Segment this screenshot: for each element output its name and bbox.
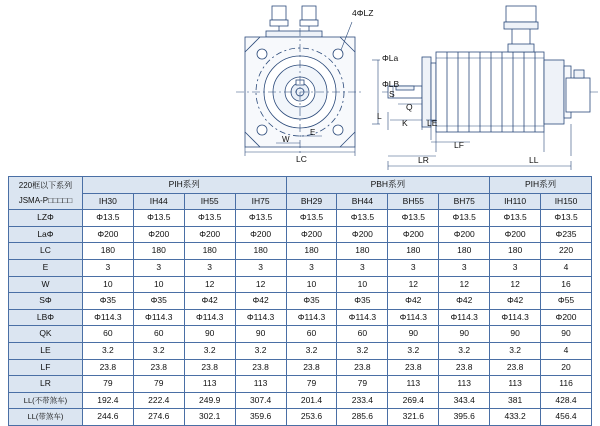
cell-lr-ih55: 113 [184,376,235,393]
table-row [9,226,592,243]
row-label-ll-no-brake: LL(不带煞车) [9,392,83,409]
cell-qk-bh29: 60 [286,326,337,343]
cell-ll-nb-ih44: 222.4 [133,392,184,409]
cell-qk-ih55: 90 [184,326,235,343]
cell-lr-bh29: 79 [286,376,337,393]
cell-la-bh29: Φ200 [286,226,337,243]
cell-la-bh75: Φ200 [439,226,490,243]
cell-w-bh44: 10 [337,276,388,293]
row-label-w: W [9,276,83,293]
cell-lf-bh44: 23.8 [337,359,388,376]
cell-lz-ih110: Φ13.5 [490,210,541,227]
cell-ll-nb-bh29: 201.4 [286,392,337,409]
cell-s-ih55: Φ42 [184,293,235,310]
cell-la-ih44: Φ200 [133,226,184,243]
label-lr: LR [418,155,429,165]
row-label-la: LaΦ [9,226,83,243]
cell-w-ih75: 12 [235,276,286,293]
cell-ll-nb-bh75: 343.4 [439,392,490,409]
cell-lb-ih110: Φ114.3 [490,309,541,326]
cell-lc-bh29: 180 [286,243,337,260]
cell-s-ih44: Φ35 [133,293,184,310]
series-title-line2: JSMA-P□□□□□ [18,196,73,206]
cell-w-bh55: 12 [388,276,439,293]
cell-w-bh75: 12 [439,276,490,293]
label-l: L [377,111,382,121]
cell-ll-b-ih150: 456.4 [541,409,592,426]
cell-e-bh75: 3 [439,259,490,276]
cell-lb-bh29: Φ114.3 [286,309,337,326]
table-row [9,342,592,359]
label-lf: LF [454,140,464,150]
cell-la-ih150: Φ235 [541,226,592,243]
label-4phi-lz: 4ΦLZ [352,8,374,18]
cell-ll-b-bh75: 395.6 [439,409,490,426]
cell-la-ih30: Φ200 [82,226,133,243]
cell-ll-b-ih30: 244.6 [82,409,133,426]
table-row [9,309,592,326]
cell-ll-b-ih55: 302.1 [184,409,235,426]
table-row [9,359,592,376]
cell-le-ih30: 3.2 [82,342,133,359]
cell-le-ih150: 4 [541,342,592,359]
specification-table-wrapper [8,176,592,426]
cell-lf-ih110: 23.8 [490,359,541,376]
cell-lf-ih44: 23.8 [133,359,184,376]
cell-la-bh44: Φ200 [337,226,388,243]
cell-le-ih44: 3.2 [133,342,184,359]
row-label-lr: LR [9,376,83,393]
cell-lf-bh29: 23.8 [286,359,337,376]
cell-lz-ih55: Φ13.5 [184,210,235,227]
table-row [9,376,592,393]
row-label-ll-brake: LL(带煞车) [9,409,83,426]
table-column-header-row [9,193,592,210]
cell-e-bh44: 3 [337,259,388,276]
cell-lz-ih44: Φ13.5 [133,210,184,227]
cell-la-ih110: Φ200 [490,226,541,243]
cell-lz-bh44: Φ13.5 [337,210,388,227]
cell-lr-bh55: 113 [388,376,439,393]
cell-ll-b-ih44: 274.6 [133,409,184,426]
row-label-e: E [9,259,83,276]
col-header-bh44: BH44 [337,193,388,210]
cell-w-ih150: 16 [541,276,592,293]
cell-le-bh44: 3.2 [337,342,388,359]
cell-lf-ih75: 23.8 [235,359,286,376]
cell-e-bh29: 3 [286,259,337,276]
cell-lr-ih150: 116 [541,376,592,393]
cell-ll-nb-ih30: 192.4 [82,392,133,409]
col-header-bh29: BH29 [286,193,337,210]
row-label-le: LE [9,342,83,359]
cell-lc-ih44: 180 [133,243,184,260]
label-q: Q [406,102,413,112]
group-header-pbh: PBH系列 [286,177,490,194]
cell-ll-b-ih75: 359.6 [235,409,286,426]
cell-lb-bh55: Φ114.3 [388,309,439,326]
cell-s-bh75: Φ42 [439,293,490,310]
group-header-pih-1: PIH系列 [82,177,286,194]
table-row [9,293,592,310]
label-w: W [282,135,290,144]
cell-lf-ih55: 23.8 [184,359,235,376]
row-label-qk: QK [9,326,83,343]
cell-e-ih110: 3 [490,259,541,276]
cell-lz-ih75: Φ13.5 [235,210,286,227]
cell-le-bh75: 3.2 [439,342,490,359]
cell-s-ih150: Φ55 [541,293,592,310]
cell-le-bh29: 3.2 [286,342,337,359]
group-header-pih-2: PIH系列 [490,177,592,194]
cell-lb-ih30: Φ114.3 [82,309,133,326]
cell-lb-bh44: Φ114.3 [337,309,388,326]
cell-lz-bh75: Φ13.5 [439,210,490,227]
cell-ll-b-bh29: 253.6 [286,409,337,426]
cell-lz-ih30: Φ13.5 [82,210,133,227]
label-phi-la: ΦLa [382,53,399,63]
cell-qk-ih110: 90 [490,326,541,343]
cell-e-ih150: 4 [541,259,592,276]
cell-ll-nb-ih75: 307.4 [235,392,286,409]
cell-lr-ih30: 79 [82,376,133,393]
motor-dimension-drawing [0,0,600,172]
cell-qk-ih150: 90 [541,326,592,343]
cell-s-ih30: Φ35 [82,293,133,310]
row-label-lc: LC [9,243,83,260]
cell-lz-bh55: Φ13.5 [388,210,439,227]
cell-ll-nb-bh44: 233.4 [337,392,388,409]
cell-w-ih55: 12 [184,276,235,293]
row-label-lf: LF [9,359,83,376]
cell-s-ih110: Φ42 [490,293,541,310]
cell-lb-ih55: Φ114.3 [184,309,235,326]
cell-e-ih55: 3 [184,259,235,276]
table-row [9,210,592,227]
cell-ll-b-bh44: 285.6 [337,409,388,426]
cell-le-bh55: 3.2 [388,342,439,359]
cell-ll-nb-ih55: 249.9 [184,392,235,409]
cell-s-bh29: Φ35 [286,293,337,310]
cell-lr-ih44: 79 [133,376,184,393]
cell-lr-ih110: 113 [490,376,541,393]
label-s: S [389,89,395,99]
label-lc: LC [296,154,307,164]
cell-s-bh55: Φ42 [388,293,439,310]
cell-le-ih110: 3.2 [490,342,541,359]
label-le: LE [427,118,438,128]
cell-lf-ih150: 20 [541,359,592,376]
cell-qk-ih75: 90 [235,326,286,343]
cell-lb-ih75: Φ114.3 [235,309,286,326]
table-corner-cell [9,177,83,210]
cell-lb-ih150: Φ200 [541,309,592,326]
col-header-bh75: BH75 [439,193,490,210]
cell-ll-b-bh55: 321.6 [388,409,439,426]
cell-lc-ih150: 220 [541,243,592,260]
cell-lc-bh55: 180 [388,243,439,260]
cell-lb-bh75: Φ114.3 [439,309,490,326]
cell-lc-ih75: 180 [235,243,286,260]
cell-ll-b-ih110: 433.2 [490,409,541,426]
col-header-ih30: IH30 [82,193,133,210]
col-header-ih44: IH44 [133,193,184,210]
table-row [9,409,592,426]
cell-w-ih44: 10 [133,276,184,293]
cell-le-ih55: 3.2 [184,342,235,359]
cell-lb-ih44: Φ114.3 [133,309,184,326]
cell-lf-ih30: 23.8 [82,359,133,376]
cell-e-bh55: 3 [388,259,439,276]
row-label-lz: LZΦ [9,210,83,227]
col-header-ih150: IH150 [541,193,592,210]
label-ll: LL [529,155,539,165]
label-phi-lb: ΦLB [382,79,400,89]
cell-e-ih30: 3 [82,259,133,276]
cell-e-ih44: 3 [133,259,184,276]
cell-qk-bh75: 90 [439,326,490,343]
cell-lf-bh75: 23.8 [439,359,490,376]
table-row [9,243,592,260]
row-label-s: SΦ [9,293,83,310]
cell-la-ih75: Φ200 [235,226,286,243]
label-k: K [402,118,408,128]
cell-lr-bh75: 113 [439,376,490,393]
cell-s-ih75: Φ42 [235,293,286,310]
specification-table [8,176,592,426]
series-title-line1: 220框以下系列 [18,180,73,190]
cell-lf-bh55: 23.8 [388,359,439,376]
cell-qk-ih30: 60 [82,326,133,343]
cell-lz-bh29: Φ13.5 [286,210,337,227]
table-row [9,326,592,343]
label-e: E [310,128,316,137]
col-header-ih75: IH75 [235,193,286,210]
cell-ll-nb-bh55: 269.4 [388,392,439,409]
cell-w-ih110: 12 [490,276,541,293]
cell-lc-ih55: 180 [184,243,235,260]
cell-lc-bh44: 180 [337,243,388,260]
cell-la-bh55: Φ200 [388,226,439,243]
cell-ll-nb-ih150: 428.4 [541,392,592,409]
cell-qk-bh44: 60 [337,326,388,343]
col-header-ih55: IH55 [184,193,235,210]
cell-s-bh44: Φ35 [337,293,388,310]
cell-e-ih75: 3 [235,259,286,276]
cell-lc-ih30: 180 [82,243,133,260]
cell-lc-bh75: 180 [439,243,490,260]
cell-qk-bh55: 90 [388,326,439,343]
col-header-ih110: IH110 [490,193,541,210]
cell-lc-ih110: 180 [490,243,541,260]
cell-w-bh29: 10 [286,276,337,293]
row-label-lb: LBΦ [9,309,83,326]
drawing-svg [0,0,600,172]
table-row [9,276,592,293]
cell-le-ih75: 3.2 [235,342,286,359]
cell-la-ih55: Φ200 [184,226,235,243]
cell-w-ih30: 10 [82,276,133,293]
cell-lr-bh44: 79 [337,376,388,393]
table-group-header-row [9,177,592,194]
cell-lz-ih150: Φ13.5 [541,210,592,227]
col-header-bh55: BH55 [388,193,439,210]
cell-qk-ih44: 60 [133,326,184,343]
cell-ll-nb-ih110: 381 [490,392,541,409]
cell-lr-ih75: 113 [235,376,286,393]
table-row [9,392,592,409]
table-row [9,259,592,276]
